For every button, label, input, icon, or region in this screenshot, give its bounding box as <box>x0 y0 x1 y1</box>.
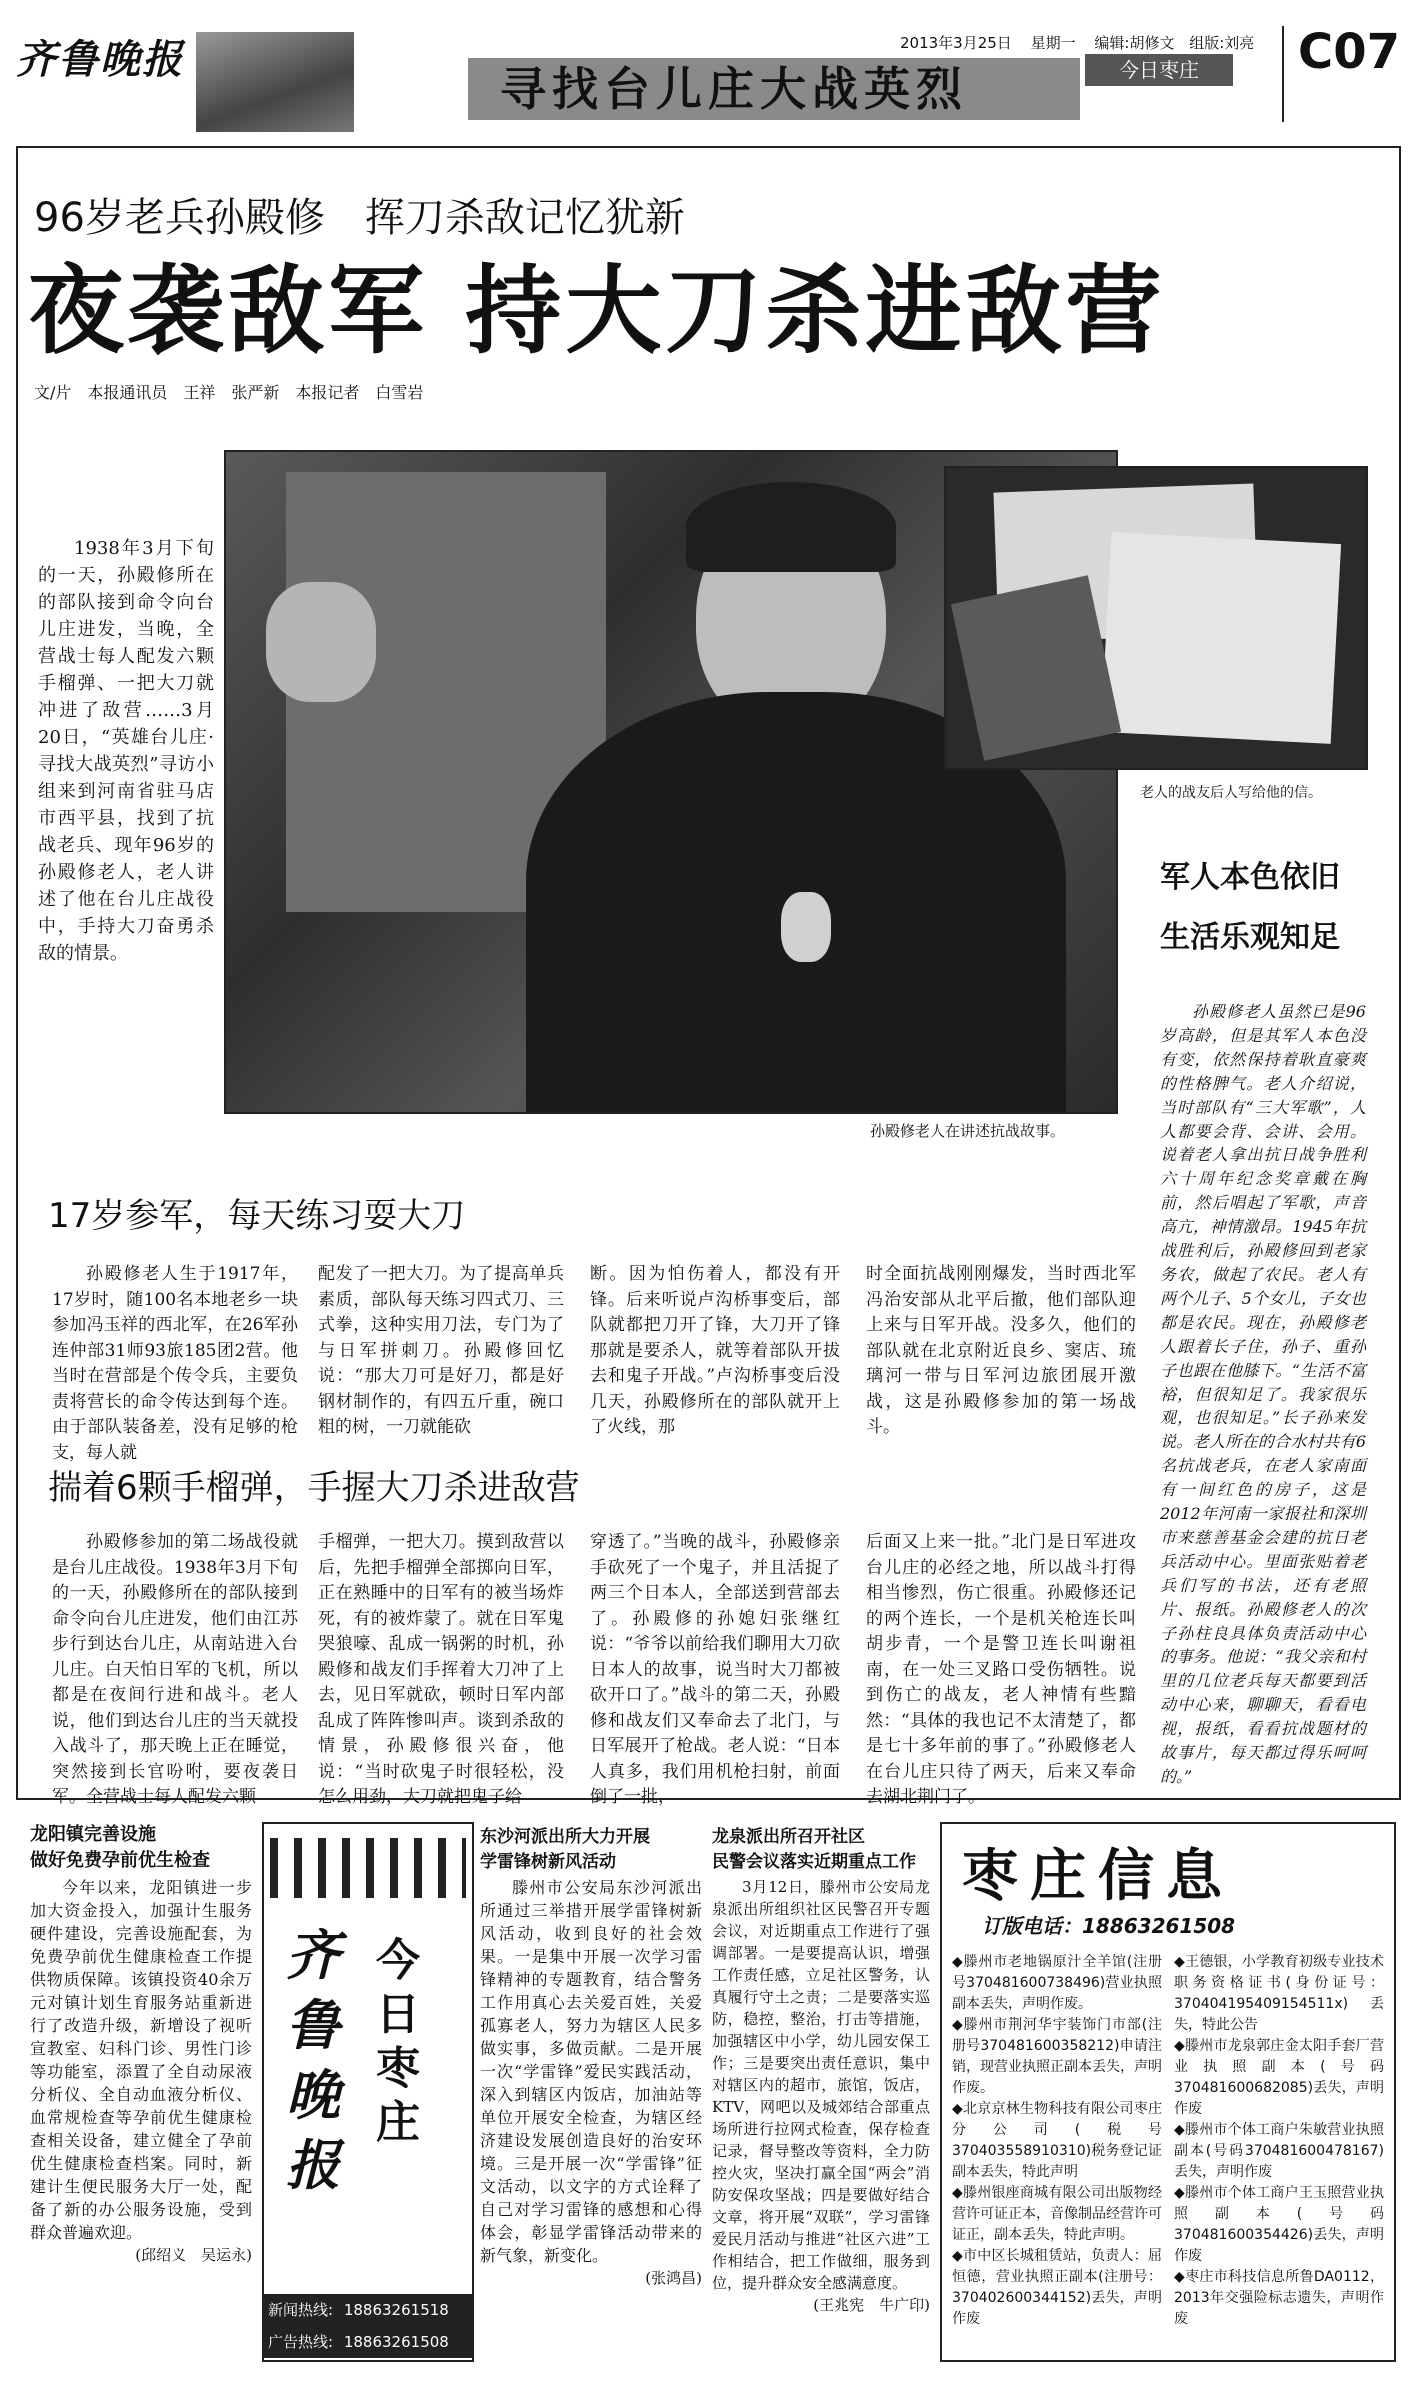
info-box <box>940 1822 1396 2362</box>
page-number-divider <box>1282 26 1284 122</box>
inset-photo <box>944 466 1368 770</box>
info-left-list <box>952 1952 1162 2330</box>
info-item: ◆枣庄市科技信息所鲁DA0112，2013年交强险标志遗失，声明作废 <box>1174 2269 1384 2327</box>
info-item: ◆滕州市荆河华宇装饰门市部(注册号370481600358212)申请注销，现营业执照正副本丢失，声明作废。 <box>952 2017 1162 2096</box>
news-longyang <box>30 1820 252 2266</box>
promo-box <box>262 1822 474 2362</box>
side-title-2: 生活乐观知足 <box>1160 920 1340 955</box>
masthead-art <box>196 32 354 132</box>
article-lead: 1938年3月下旬的一天，孙殿修所在的部队接到命令向台儿庄进发，当晚，全营战士每人配发六颗手榴弹、一把大刀就冲进了敌营……3月20日，“英雄台儿庄·寻找大战英烈”寻访小组来到河南省驻马店市西平县，找到了抗战老兵、现年96岁的孙殿修老人，老人讲述了他在台儿庄战役中，手持大刀奋勇杀敌的情景。 <box>38 538 214 964</box>
inset-photo-caption: 老人的战友后人写给他的信。 <box>1140 785 1322 801</box>
ad-number: 18863261508 <box>343 2333 449 2351</box>
layout-editor: 组版:刘亮 <box>1189 34 1255 52</box>
sub1-col-3: 断。因为怕伤着人，都没有开锋。后来听说卢沟桥事变后，部队就都把刀开了锋，大刀开了锋那就是要杀人，就等着部队开拔去和鬼子开战。”卢沟桥事变后没几天，孙殿修所在的部队就开上了火线，那 <box>590 1264 840 1437</box>
news-dongshahe-text: 滕州市公安局东沙河派出所通过三举措开展学雷锋树新风活动，收到良好的社会效果。一是集中开展一次学习雷锋精神的专题教育，结合警务工作用真心去关爱百姓，关爱孤寡老人，努力为辖区人民多做实事，多做贡献。二是开展一次“学雷锋”爱民实践活动，深入到辖区内饭店，加油站等单位开展安全检查，为辖区经济建设发展创造良好的治安环境。三是开展一次“学雷锋”征文活动，以文字的方式诠释了自己对学习雷锋的感想和心得体会，彰显学雷锋活动带来的新气象，新变化。 <box>480 1878 702 2265</box>
info-item: ◆滕州市龙泉郭庄金太阳手套厂营业执照副本(号码370481600682085)丢失，声明作废 <box>1174 2038 1384 2117</box>
article-headline: 夜袭敌军 持大刀杀进敌营 <box>28 254 1166 367</box>
promo-logo: 齐鲁晚报 <box>286 1923 340 2197</box>
editor: 编辑:胡修文 <box>1094 34 1175 52</box>
news-dongshahe-title-1: 东沙河派出所大力开展 <box>480 1827 650 1847</box>
info-item: ◆王德银，小学教育初级专业技术职务资格证书(身份证号：370404195409154511x)丢失，特此公告 <box>1174 1954 1384 2033</box>
sub2-col-3: 穿透了。”当晚的战斗，孙殿修亲手砍死了一个鬼子，并且活捉了两三个日本人，全部送到营部去了。孙殿修的孙媳妇张继红说：“爷爷以前给我们聊用大刀砍日本人的故事，说当时大刀都被砍开口了。”战斗的第二天，孙殿修和战友们又奉命去了北门，与日军展开了枪战。老人说：“日本人真多，我们用机枪扫射，前面倒了一批， <box>590 1532 840 1807</box>
article-byline: 文/片 本报通讯员 王祥 张严新 本报记者 白雪岩 <box>34 383 424 402</box>
info-item: ◆滕州市个体工商户王玉照营业执照副本(号码370481600354426)丢失，声明作废 <box>1174 2185 1384 2264</box>
sub1-col-1: 孙殿修老人生于1917年，17岁时，随100名本地老乡一块参加冯玉祥的西北军，在26军孙连仲部31师93旅185团2营。他当时在营部是个传令兵，主要负责将营长的命令传达到每个连。由于部队装备差，没有足够的枪支，每人就 <box>52 1264 298 1463</box>
news-longquan-title-1: 龙泉派出所召开社区 <box>712 1827 865 1847</box>
info-phone: 订版电话：18863261508 <box>982 1914 1236 1938</box>
ad-label: 广告热线: <box>268 2333 334 2351</box>
news-longyang-title-1: 龙阳镇完善设施 <box>30 1824 156 1845</box>
info-title: 枣庄信息 <box>962 1843 1234 1909</box>
date: 2013年3月25日 <box>900 34 1012 52</box>
news-longquan <box>712 1822 930 2316</box>
banner-title: 寻找台儿庄大战英烈 <box>500 62 968 116</box>
news-dongshahe-title-2: 学雷锋树新风活动 <box>480 1852 616 1872</box>
news-dongshahe <box>480 1822 702 2289</box>
info-item: ◆滕州银座商城有限公司出版物经营许可证正本，音像制品经营许可证正，副本丢失，特此声明。 <box>952 2185 1162 2243</box>
photo-figure-hand <box>266 582 376 702</box>
info-right-list <box>1174 1952 1384 2330</box>
news-longyang-title-2: 做好免费孕前优生检查 <box>30 1850 210 1871</box>
sub1-col-2: 配发了一把大刀。为了提高单兵素质，部队每天练习四式刀、三式拳，这种实用刀法，专门为了与日军拼刺刀。孙殿修回忆说：“那大刀可是好刀，都是好钢材制作的，有四五斤重，碗口粗的树，一刀就能砍 <box>318 1264 564 1437</box>
hotline-number: 18863261518 <box>343 2301 449 2319</box>
promo-section: 今日枣庄 <box>376 1935 420 2148</box>
subheading-1: 17岁参军，每天练习耍大刀 <box>48 1196 466 1236</box>
side-title-1: 军人本色依旧 <box>1160 860 1340 895</box>
article-kicker: 96岁老兵孙殿修 挥刀杀敌记忆犹新 <box>34 195 685 241</box>
subheading-2: 揣着6颗手榴弹，手握大刀杀进敌营 <box>48 1468 580 1508</box>
sub2-col-1: 孙殿修参加的第二场战役就是台儿庄战役。1938年3月下旬的一天，孙殿修所在的部队接到命令向台儿庄进发，他们由江苏步行到达台儿庄，从南站进入台儿庄。白天怕日军的飞机，所以都是在夜间行进和战斗。老人说，他们到达台儿庄的当天就投入战斗了，那天晚上正在睡觉，突然接到长官吩咐，要夜袭日军。全营战士每人配发六颗 <box>52 1532 298 1807</box>
hotline-label: 新闻热线: <box>268 2301 334 2319</box>
photo-medal <box>781 892 831 962</box>
news-longquan-title-2: 民警会议落实近期重点工作 <box>712 1852 916 1872</box>
promo-hotline-row <box>264 2294 472 2326</box>
news-longquan-byline: (王兆宪 牛广印) <box>813 2296 930 2314</box>
news-longyang-byline: (邱绍义 吴运永) <box>135 2246 252 2264</box>
news-longyang-text: 今年以来，龙阳镇进一步加大资金投入，加强计生服务硬件建设，完善设施配套，为免费孕前优生健康检查工作提供物质保障。该镇投资40余万元对镇计划生育服务站重新进行了改造升级，新增设了视听宣教室、妇科门诊、男性门诊等功能室，添置了全自动尿液分析仪、全自动血液分析仪、血常规检查等孕前优生健康检查相关设备，建立健全了孕前优生健康检查档案。同时，新建计生便民服务大厅一处，配备了新的办公服务设施，受到群众普遍欢迎。 <box>30 1878 252 2242</box>
info-item: ◆滕州市个体工商户朱敏营业执照副本(号码370481600478167)丢失，声明作废 <box>1174 2122 1384 2180</box>
sub2-col-2: 手榴弹，一把大刀。摸到敌营以后，先把手榴弹全部掷向日军，正在熟睡中的日军有的被当场炸死，有的被炸蒙了。就在日军鬼哭狼嚎、乱成一锅粥的时机，孙殿修和战友们手挥着大刀冲了上去，见日军就砍，顿时日军内部乱成了阵阵惨叫声。谈到杀敌的情景，孙殿修很兴奋，他说：“当时砍鬼子时很轻松，没怎么用劲，大刀就把鬼子给 <box>318 1532 564 1807</box>
news-longquan-text: 3月12日，滕州市公安局龙泉派出所组织社区民警召开专题会议，对近期重点工作进行了强调部署。一是要提高认识，增强工作责任感，立足社区警务，认真履行守土之责；二是要落实巡防，稳控，整治，打击等措施，加强辖区中小学，幼儿园安保工作；三是要突出责任意识，集中对辖区内的超市，旅馆，饭店，KTV，网吧以及城郊结合部重点场所进行拉网式检查，保存检查记录，督导整改等资料，全力防控火灾，坚决打赢全国“两会”消防安保攻坚战；四是要做好结合文章，将开展“双联”，学习雷锋爱民月活动与推进“社区六进”工作相结合，把工作做细，服务到位，提升群众安全感满意度。 <box>712 1878 930 2292</box>
inset-letter-2 <box>1101 532 1341 744</box>
promo-ad-row <box>264 2326 472 2358</box>
photo-figure-cap <box>686 482 896 572</box>
info-item: ◆市中区长城租赁站，负责人：屈恒德，营业执照正副本(注册号：370402600344152)丢失，声明作废 <box>952 2248 1162 2327</box>
masthead-logo: 齐鲁晚报 <box>16 36 184 83</box>
weekday: 星期一 <box>1030 34 1076 52</box>
masthead-date-line <box>900 32 1254 53</box>
info-item: ◆北京京林生物科技有限公司枣庄分公司(税号370403558910310)税务登记证副本丢失，特此声明 <box>952 2101 1162 2180</box>
side-text: 孙殿修老人虽然已是96岁高龄，但是其军人本色没有变，依然保持着耿直豪爽的性格脾气。老人介绍说，当时部队有“三大军歌”，人人都要会背、会讲、会用。说着老人拿出抗日战争胜利六十周年纪念奖章戴在胸前，然后唱起了军歌，声音高亢，神情激昂。1945年抗战胜利后，孙殿修回到老家务农，做起了农民。老人有两个儿子、5个女儿，子女也都是农民。现在，孙殿修老人跟着长子住，孙子、重孙子也跟在他膝下。“生活不富裕，但很知足了。我家很乐观，也很知足。”长子孙来发说。老人所在的合水村共有6名抗战老兵，在老人家南面有一间红色的房子，这是2012年河南一家报社和深圳市来慈善基金会建的抗日老兵活动中心。里面张贴着老兵们写的书法，还有老照片、报纸。孙殿修老人的次子孙柱良具体负责活动中心的事务。他说：“我父亲和村里的几位老兵每天都要到活动中心来，聊聊天，看看电视，报纸，看看抗战题材的故事片，每天都过得乐呵呵的。” <box>1160 1002 1366 1786</box>
promo-tassels <box>270 1838 466 1898</box>
sub1-col-4: 时全面抗战刚刚爆发，当时西北军冯治安部从北平后撤，他们部队迎上来与日军开战。没多久，他们的部队就在北京附近良乡、窦店、琉璃河一带与日军河边旅团展开激战，这是孙殿修参加的第一场战斗。 <box>866 1264 1136 1437</box>
page-number: C07 <box>1298 24 1401 80</box>
main-photo-caption: 孙殿修老人在讲述抗战故事。 <box>870 1122 1066 1140</box>
section-tag: 今日枣庄 <box>1085 54 1233 86</box>
sub2-col-4: 后面又上来一批。”北门是日军进攻台儿庄的必经之地，所以战斗打得相当惨烈，伤亡很重。孙殿修还记的两个连长，一个是机关枪连长叫胡步青，一个是警卫连长叫谢祖南，在一处三叉路口受伤牺牲。说到伤亡的战友，老人神情有些黯然：“具体的我也记不太清楚了，都是七十多年前的事了。”孙殿修老人在台儿庄只待了两天，后来又奉命去湖北荆门了。 <box>866 1532 1136 1807</box>
news-dongshahe-byline: (张鸿昌) <box>645 2269 702 2287</box>
info-item: ◆滕州市老地锅原汁全羊馆(注册号370481600738496)营业执照副本丢失，声明作废。 <box>952 1954 1162 2012</box>
